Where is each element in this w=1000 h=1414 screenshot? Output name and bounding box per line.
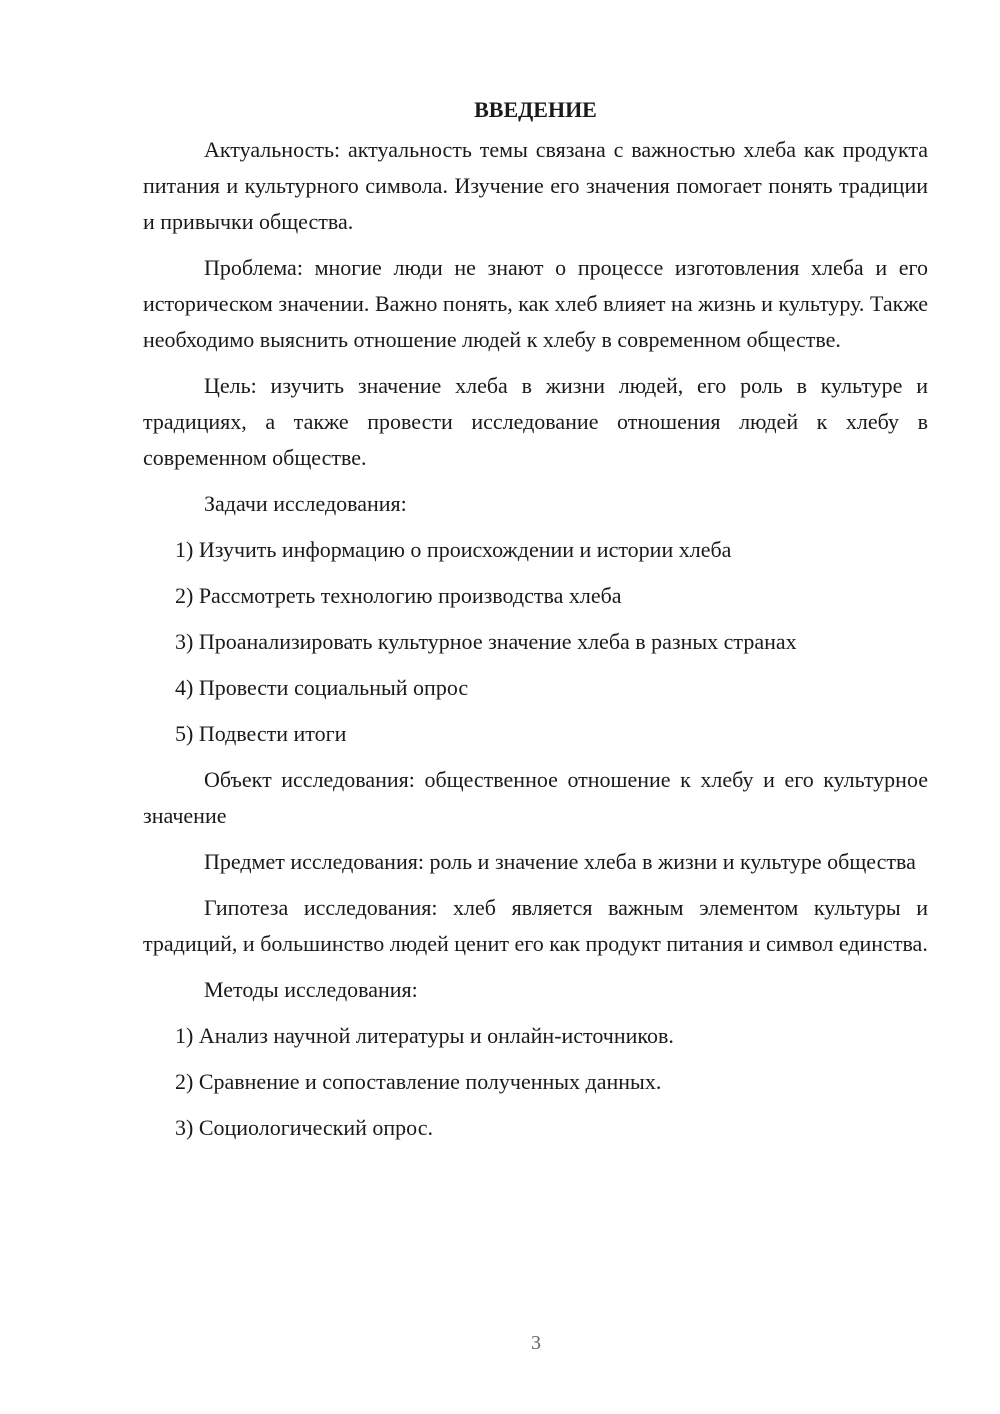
task-item: 3) Проанализировать культурное значение хлеба в разных странах	[175, 629, 797, 654]
method-item: 3) Социологический опрос.	[175, 1115, 433, 1140]
goal-paragraph: Цель: изучить значение хлеба в жизни людей, его роль в культуре и традициях, а также провести исследование отношения людей к хлебу в современном обществе.	[143, 373, 928, 470]
methods-heading: Методы исследования:	[204, 977, 418, 1002]
method-item: 1) Анализ научной литературы и онлайн-источников.	[175, 1023, 674, 1048]
tasks-heading: Задачи исследования:	[204, 491, 407, 516]
task-item: 5) Подвести итоги	[175, 721, 347, 746]
hypothesis-paragraph: Гипотеза исследования: хлеб является важным элементом культуры и традиций, и большинство людей ценит его как продукт питания и символ единства.	[143, 895, 928, 956]
task-item: 2) Рассмотреть технологию производства хлеба	[175, 583, 622, 608]
object-paragraph: Объект исследования: общественное отношение к хлебу и его культурное значение	[143, 767, 928, 828]
task-item: 4) Провести социальный опрос	[175, 675, 469, 700]
subject-paragraph: Предмет исследования: роль и значение хлеба в жизни и культуре общества	[204, 849, 916, 874]
page-number: 3	[531, 1332, 541, 1354]
methods-list	[143, 1018, 928, 1146]
problem-paragraph: Проблема: многие люди не знают о процессе изготовления хлеба и его историческом значении. Важно понять, как хлеб влияет на жизнь и культуру. Также необходимо выяснить отношение людей к хлебу в современном обществе.	[143, 255, 928, 352]
method-item: 2) Сравнение и сопоставление полученных данных.	[175, 1069, 662, 1094]
relevance-paragraph: Актуальность: актуальность темы связана с важностью хлеба как продукта питания и культурного символа. Изучение его значения помогает понять традиции и привычки общества.	[143, 137, 928, 234]
task-item: 1) Изучить информацию о происхождении и истории хлеба	[175, 537, 732, 562]
section-title: ВВЕДЕНИЕ	[474, 97, 597, 122]
document-page	[143, 92, 928, 1156]
tasks-list	[143, 532, 928, 752]
